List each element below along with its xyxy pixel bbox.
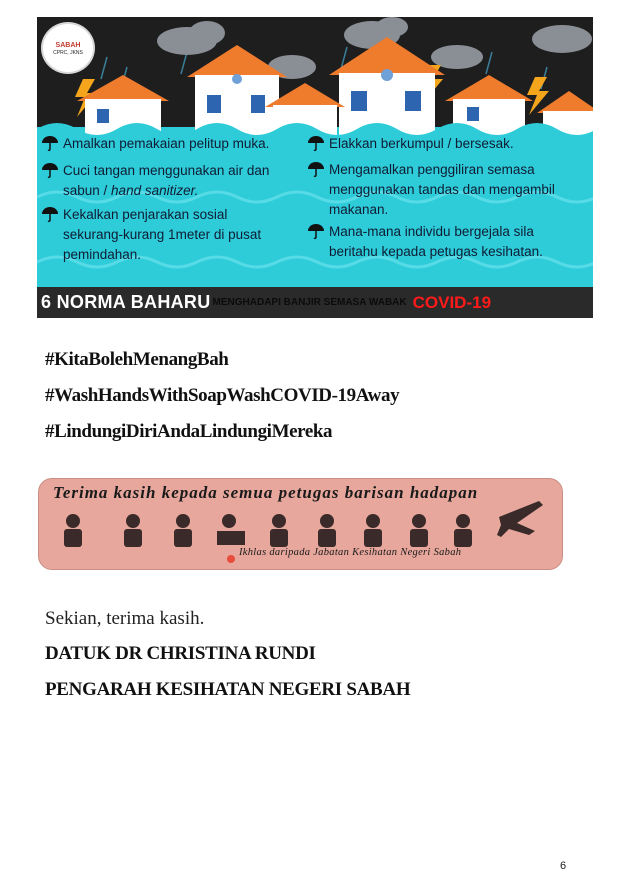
hashtag: #LindungiDiriAndaLindungiMereka xyxy=(45,421,333,442)
norma-covid: COVID-19 xyxy=(412,292,492,312)
umbrella-icon xyxy=(307,222,329,262)
norma-title: 6 NORMA BAHARU xyxy=(41,292,211,312)
hashtag: #KitaBolehMenangBah xyxy=(45,349,229,370)
rule-no-crowding: Elakkan berkumpul / bersesak. xyxy=(307,134,591,154)
logo-text: SABAH xyxy=(55,42,81,49)
signer-name: DATUK DR CHRISTINA RUNDI xyxy=(45,643,316,664)
flood-norms-banner xyxy=(37,17,593,318)
page-number: 6 xyxy=(560,860,567,872)
thanks-title: Terima kasih kepada semua petugas barisan hadapan xyxy=(53,483,479,502)
umbrella-icon xyxy=(41,161,63,201)
rule-hand-wash: Cuci tangan menggunakan air dan sabun / hand sanitizer. xyxy=(41,161,311,201)
thanks-credit: Ikhlas daripada Jabatan Kesihatan Negeri Sabah xyxy=(239,547,462,558)
norma-bar xyxy=(37,287,593,318)
signer-title: PENGARAH KESIHATAN NEGERI SABAH xyxy=(45,679,411,700)
rule-report-symptoms: Mana-mana individu bergejala sila beritahu kepada petugas kesihatan. xyxy=(307,222,591,262)
umbrella-icon xyxy=(41,134,63,154)
sabah-cprc-logo xyxy=(41,22,95,74)
umbrella-icon xyxy=(307,134,329,154)
norma-subtitle: MENGHADAPI BANJIR SEMASA WABAK xyxy=(212,297,407,308)
logo-subtext: CPRC, JKNS xyxy=(53,50,83,56)
rule-rotation: Mengamalkan penggiliran semasa menggunakan tandas dan mengambil makanan. xyxy=(307,160,591,220)
umbrella-icon xyxy=(41,205,63,265)
umbrella-icon xyxy=(307,160,329,220)
frontliners-thanks-banner xyxy=(38,478,563,570)
closing-line: Sekian, terima kasih. xyxy=(45,608,205,629)
hashtag: #WashHandsWithSoapWashCOVID-19Away xyxy=(45,385,400,406)
rule-face-mask: Amalkan pemakaian pelitup muka. xyxy=(41,134,311,154)
rule-distancing: Kekalkan penjarakan sosial sekurang-kurang 1meter di pusat pemindahan. xyxy=(41,205,311,265)
